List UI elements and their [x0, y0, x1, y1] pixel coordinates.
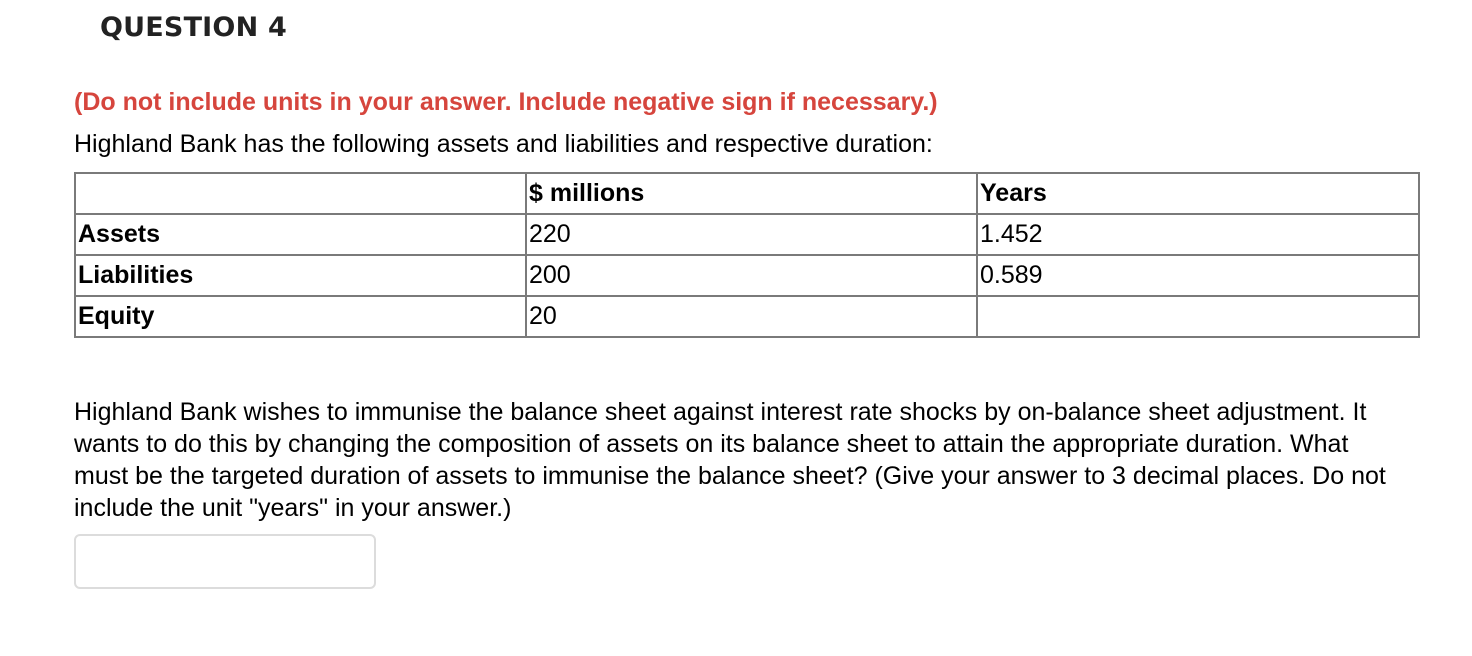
table-row-assets [75, 214, 1419, 255]
millions-cell: 20 [526, 296, 977, 337]
header-cell-years: Years [977, 173, 1419, 214]
millions-cell: 220 [526, 214, 977, 255]
table-row-equity [75, 296, 1419, 337]
row-label: Liabilities [75, 255, 526, 296]
header-cell-millions: $ millions [526, 173, 977, 214]
balance-sheet-table [74, 172, 1420, 338]
years-cell [977, 296, 1419, 337]
question-title: QUESTION 4 [100, 12, 287, 43]
question-body: Highland Bank wishes to immunise the balance sheet against interest rate shocks by on-balance sheet adjustment. It wants to do this by changing the composition of assets on its balance sheet to attain the appropriate duration. What must be the targeted duration of assets to immunise the balance sheet? (Give your answer to 3 decimal places. Do not include the unit "years" in your answer.) [74, 398, 1386, 522]
millions-cell: 200 [526, 255, 977, 296]
row-label: Equity [75, 296, 526, 337]
years-cell: 0.589 [977, 255, 1419, 296]
header-cell-label [75, 173, 526, 214]
table-header-row [75, 173, 1419, 214]
years-cell: 1.452 [977, 214, 1419, 255]
intro-text: Highland Bank has the following assets and liabilities and respective duration: [74, 130, 933, 158]
instruction-note: (Do not include units in your answer. Include negative sign if necessary.) [74, 88, 938, 116]
answer-input[interactable] [74, 534, 376, 589]
row-label: Assets [75, 214, 526, 255]
table-row-liabilities [75, 255, 1419, 296]
